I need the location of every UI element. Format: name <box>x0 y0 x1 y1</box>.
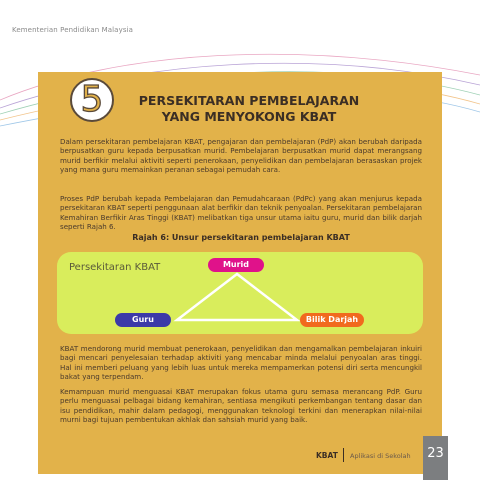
paragraph-3: KBAT mendorong murid membuat penerokaan, penyelidikan dan mengamalkan pembelajaran inkuiri bagi mencari penyelesaian terhadap aktiviti yang mencabar minda melalui penyoalan aras tinggi. Hal ini memberi peluang yang lebih luas untuk mereka mempamerkan potensi diri serta mencungkil bakat yang terpendam. <box>60 344 422 382</box>
node-bilik-darjah: Bilik Darjah <box>300 313 364 327</box>
header-ministry: Kementerian Pendidikan Malaysia <box>12 26 133 34</box>
footer-divider <box>343 448 344 462</box>
paragraph-4: Kemampuan murid menguasai KBAT merupakan fokus utama guru semasa merancang PdP. Guru perlu menguasai pelbagai bidang kemahiran, sentiasa mengikuti perkembangan tentang dasar dan isu pendidikan, mahir dalam pedagogi, menggunakan teknologi terkini dan menerapkan nilai-nilai murni bagi tujuan pembentukan akhlak dan sahsiah murid yang baik. <box>60 387 422 425</box>
kbat-environment-diagram <box>57 252 423 334</box>
section-number: 5 <box>70 78 114 122</box>
page-number: 23 <box>427 446 444 461</box>
section-title <box>124 93 374 125</box>
footer-kbat: KBAT <box>316 451 338 460</box>
section-title-line1: PERSEKITARAN PEMBELAJARAN <box>138 93 360 108</box>
node-guru: Guru <box>115 313 171 327</box>
section-title-line2: YANG MENYOKONG KBAT <box>161 109 337 124</box>
footer-subtitle: Aplikasi di Sekolah <box>350 452 411 460</box>
environment-label: Persekitaran KBAT <box>69 262 161 273</box>
node-murid: Murid <box>208 258 264 272</box>
paragraph-2: Proses PdP berubah kepada Pembelajaran dan Pemudahcaraan (PdPc) yang akan menjurus kepada persekitaran KBAT seperti penggunaan alat berfikir dan teknik penyoalan. Persekitaran pembelajaran Kemahiran Berfikir Aras Tinggi (KBAT) melibatkan tiga unsur utama iaitu guru, murid dan bilik darjah seperti Rajah 6. <box>60 194 422 232</box>
figure-caption: Rajah 6: Unsur persekitaran pembelajaran KBAT <box>132 233 350 242</box>
paragraph-1: Dalam persekitaran pembelajaran KBAT, pengajaran dan pembelajaran (PdP) akan berubah daripada berpusatkan guru kepada berpusatkan murid. Pembelajaran berpusatkan murid dapat merangsang murid berfikir melalui aktiviti seperti penerokaan, penyelidikan dan pembelajaran berasaskan projek yang mana guru memainkan peranan sebagai pemudah cara. <box>60 137 422 175</box>
